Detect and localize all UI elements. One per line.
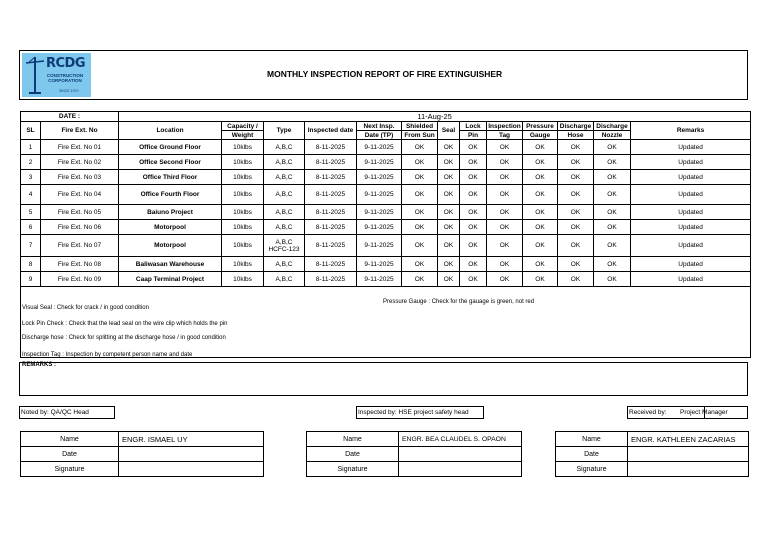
row-shielded[interactable]: OK xyxy=(402,155,438,170)
row-gauge[interactable]: OK xyxy=(523,155,558,170)
row-next[interactable]: 9-11-2025 xyxy=(357,170,402,185)
sig-left-date-label: Date xyxy=(21,447,119,462)
received-role: Project Manager xyxy=(680,409,728,416)
row-hose[interactable]: OK xyxy=(558,272,594,287)
note-lock-pin: Lock Pin Check : Check that the lead seal on the wire clip which holds the pin xyxy=(22,321,228,327)
row-nozzle[interactable]: OK xyxy=(594,235,631,257)
col-shielded-1: Shielded xyxy=(402,122,438,131)
table-row xyxy=(21,205,751,220)
col-insp-1: Inspection xyxy=(488,122,521,130)
col-dhose-2: Hose xyxy=(558,131,594,140)
sig-mid-signature[interactable] xyxy=(399,462,522,477)
row-remarks[interactable]: Updated xyxy=(631,140,751,155)
col-lock-2: Pin xyxy=(460,131,487,140)
row-nozzle[interactable]: OK xyxy=(594,140,631,155)
row-inspected[interactable]: 8-11-2025 xyxy=(305,155,357,170)
row-type[interactable]: A,B,C xyxy=(264,185,305,205)
sig-mid-date-label: Date xyxy=(307,447,399,462)
signature-right xyxy=(555,431,749,477)
row-fire-ext[interactable]: Fire Ext. No 04 xyxy=(41,185,119,205)
table-row xyxy=(21,140,751,155)
row-shielded[interactable]: OK xyxy=(402,257,438,272)
note-inspection-tag: Inspection Tag : Inspection by competent person name and date xyxy=(22,352,193,358)
row-remarks[interactable]: Updated xyxy=(631,185,751,205)
row-seal[interactable]: OK xyxy=(438,140,460,155)
sig-left-name[interactable]: ENGR. ISMAEL UY xyxy=(119,432,264,447)
row-lock[interactable]: OK xyxy=(460,272,487,287)
row-gauge[interactable]: OK xyxy=(523,185,558,205)
received-by-label: Received by: xyxy=(629,409,667,416)
row-hose[interactable]: OK xyxy=(558,185,594,205)
table-row xyxy=(21,155,751,170)
crane-icon xyxy=(24,55,46,95)
row-fire-ext[interactable]: Fire Ext. No 02 xyxy=(41,155,119,170)
col-type: Type xyxy=(264,122,305,140)
row-next[interactable]: 9-11-2025 xyxy=(357,205,402,220)
row-tag[interactable]: OK xyxy=(487,257,523,272)
col-insp-2: Tag xyxy=(487,131,523,140)
sig-left-signature-label: Signature xyxy=(21,462,119,477)
row-remarks[interactable]: Updated xyxy=(631,155,751,170)
row-remarks[interactable]: Updated xyxy=(631,235,751,257)
row-fire-ext[interactable]: Fire Ext. No 03 xyxy=(41,170,119,185)
row-sl[interactable]: 7 xyxy=(21,235,41,257)
logo-subtitle: CONSTRUCTION CORPORATION xyxy=(46,73,84,83)
row-fire-ext[interactable]: Fire Ext. No 01 xyxy=(41,140,119,155)
row-capacity[interactable]: 10klbs xyxy=(222,185,264,205)
row-type[interactable]: A,B,C xyxy=(264,140,305,155)
col-next-1: Next Insp. xyxy=(357,122,402,131)
row-remarks[interactable]: Updated xyxy=(631,257,751,272)
row-capacity[interactable]: 10klbs xyxy=(222,140,264,155)
inspected-by: Inspected by: HSE project safety head xyxy=(358,409,469,416)
row-fire-ext[interactable]: Fire Ext. No 07 xyxy=(41,235,119,257)
row-seal[interactable]: OK xyxy=(438,272,460,287)
row-shielded[interactable]: OK xyxy=(402,205,438,220)
sig-right-date[interactable] xyxy=(628,447,749,462)
row-inspected[interactable]: 8-11-2025 xyxy=(305,257,357,272)
row-next[interactable]: 9-11-2025 xyxy=(357,235,402,257)
row-tag[interactable]: OK xyxy=(487,235,523,257)
row-seal[interactable]: OK xyxy=(438,257,460,272)
row-sl[interactable]: 1 xyxy=(21,140,41,155)
row-lock[interactable]: OK xyxy=(460,235,487,257)
row-location[interactable]: Office Ground Floor xyxy=(119,140,222,155)
signature-mid xyxy=(306,431,522,477)
sig-mid-signature-label: Signature xyxy=(307,462,399,477)
row-gauge[interactable]: OK xyxy=(523,170,558,185)
row-tag[interactable]: OK xyxy=(487,155,523,170)
row-type[interactable]: A,B,C xyxy=(264,257,305,272)
row-tag[interactable]: OK xyxy=(487,272,523,287)
row-capacity[interactable]: 10klbs xyxy=(222,272,264,287)
table-row xyxy=(21,272,751,287)
row-nozzle[interactable]: OK xyxy=(594,220,631,235)
logo-name: RCDG xyxy=(46,56,86,71)
row-fire-ext[interactable]: Fire Ext. No 05 xyxy=(41,205,119,220)
row-inspected[interactable]: 8-11-2025 xyxy=(305,170,357,185)
row-tag[interactable]: OK xyxy=(487,205,523,220)
row-remarks[interactable]: Updated xyxy=(631,272,751,287)
row-seal[interactable]: OK xyxy=(438,170,460,185)
row-inspected[interactable]: 8-11-2025 xyxy=(305,272,357,287)
row-lock[interactable]: OK xyxy=(460,140,487,155)
row-type[interactable]: A,B,C xyxy=(264,220,305,235)
row-hose[interactable]: OK xyxy=(558,205,594,220)
table-row xyxy=(21,257,751,272)
row-inspected[interactable]: 8-11-2025 xyxy=(305,235,357,257)
sig-left-date[interactable] xyxy=(119,447,264,462)
row-seal[interactable]: OK xyxy=(438,235,460,257)
row-sl[interactable]: 4 xyxy=(21,185,41,205)
row-hose[interactable]: OK xyxy=(558,257,594,272)
row-tag[interactable]: OK xyxy=(487,185,523,205)
row-hose[interactable]: OK xyxy=(558,235,594,257)
col-sl: SL xyxy=(21,122,41,140)
row-lock[interactable]: OK xyxy=(460,185,487,205)
row-gauge[interactable]: OK xyxy=(523,220,558,235)
row-next[interactable]: 9-11-2025 xyxy=(357,220,402,235)
row-nozzle[interactable]: OK xyxy=(594,155,631,170)
row-next[interactable]: 9-11-2025 xyxy=(357,272,402,287)
date-label: DATE : xyxy=(21,112,119,122)
row-shielded[interactable]: OK xyxy=(402,235,438,257)
row-location[interactable]: Caap Terminal Project xyxy=(119,272,222,287)
note-discharge-hose: Discharge hose : Check for splitting at the discharge hose / in good condition xyxy=(22,335,226,341)
row-shielded[interactable]: OK xyxy=(402,140,438,155)
row-location[interactable]: Office Fourth Floor xyxy=(119,185,222,205)
row-shielded[interactable]: OK xyxy=(402,170,438,185)
row-remarks[interactable]: Updated xyxy=(631,170,751,185)
remarks-label: REMARKS : xyxy=(22,362,56,368)
row-inspected[interactable]: 8-11-2025 xyxy=(305,185,357,205)
row-location[interactable]: Baiuno Project xyxy=(119,205,222,220)
row-nozzle[interactable]: OK xyxy=(594,185,631,205)
company-logo xyxy=(22,53,91,97)
row-hose[interactable]: OK xyxy=(558,170,594,185)
sig-mid-date[interactable] xyxy=(399,447,522,462)
row-gauge[interactable]: OK xyxy=(523,272,558,287)
row-lock[interactable]: OK xyxy=(460,155,487,170)
row-location[interactable]: Motorpool xyxy=(119,235,222,257)
row-capacity[interactable]: 10klbs xyxy=(222,155,264,170)
sig-left-signature[interactable] xyxy=(119,462,264,477)
row-inspected[interactable]: 8-11-2025 xyxy=(305,220,357,235)
row-remarks[interactable]: Updated xyxy=(631,205,751,220)
col-capacity-1: Capacity / xyxy=(222,122,264,131)
row-inspected[interactable]: 8-11-2025 xyxy=(305,205,357,220)
row-type-line: A,B,C xyxy=(275,238,293,246)
col-capacity-2: Weight xyxy=(222,131,264,140)
row-next[interactable]: 9-11-2025 xyxy=(357,185,402,205)
col-dhose-1: Discharge xyxy=(558,122,594,131)
row-type[interactable]: A,B,C xyxy=(264,205,305,220)
col-lock-1: Lock xyxy=(460,122,487,131)
signature-left xyxy=(20,431,264,477)
sig-left-name-label: Name xyxy=(21,432,119,447)
sig-mid-name[interactable]: ENGR. BEA CLAUDEL S. OPAON xyxy=(399,432,522,447)
col-remarks: Remarks xyxy=(631,122,751,140)
row-sl[interactable]: 9 xyxy=(21,272,41,287)
table-row xyxy=(21,170,751,185)
col-dnozzle-1: Discharge xyxy=(594,122,631,131)
col-pressure-2: Gauge xyxy=(523,131,558,140)
row-next[interactable]: 9-11-2025 xyxy=(357,155,402,170)
report-title: MONTHLY INSPECTION REPORT OF FIRE EXTINGUISHER xyxy=(267,69,503,79)
noted-by: Noted by: QA/QC Head xyxy=(21,409,89,416)
row-gauge[interactable]: OK xyxy=(523,140,558,155)
remarks-box[interactable] xyxy=(19,362,748,396)
row-next[interactable]: 9-11-2025 xyxy=(357,257,402,272)
row-gauge[interactable]: OK xyxy=(523,205,558,220)
row-sl[interactable]: 5 xyxy=(21,205,41,220)
col-pressure-1: Pressure xyxy=(523,122,558,131)
row-capacity[interactable]: 10klbs xyxy=(222,257,264,272)
row-location[interactable]: Office Second Floor xyxy=(119,155,222,170)
row-tag[interactable]: OK xyxy=(487,220,523,235)
row-sl[interactable]: 2 xyxy=(21,155,41,170)
row-seal[interactable]: OK xyxy=(438,155,460,170)
row-type[interactable] xyxy=(264,235,305,257)
row-sl[interactable]: 6 xyxy=(21,220,41,235)
row-gauge[interactable]: OK xyxy=(523,235,558,257)
row-seal[interactable]: OK xyxy=(438,220,460,235)
table-row xyxy=(21,185,751,205)
table-row xyxy=(21,220,751,235)
sig-right-signature-label: Signature xyxy=(556,462,628,477)
row-sl[interactable]: 8 xyxy=(21,257,41,272)
row-hose[interactable]: OK xyxy=(558,220,594,235)
row-tag[interactable]: OK xyxy=(487,170,523,185)
col-shielded-2: From Sun xyxy=(402,131,438,140)
col-fire-ext: Fire Ext. No xyxy=(41,122,119,140)
row-lock[interactable]: OK xyxy=(460,205,487,220)
note-pressure-gauge: Pressure Gauge : Check for the gauage is green, not red xyxy=(383,299,535,305)
row-remarks[interactable]: Updated xyxy=(631,220,751,235)
note-visual-seal: Visual Seal : Check for crack / in good condition xyxy=(22,305,149,311)
sig-right-date-label: Date xyxy=(556,447,628,462)
col-seal: Seal xyxy=(438,122,460,140)
row-lock[interactable]: OK xyxy=(460,257,487,272)
row-fire-ext[interactable]: Fire Ext. No 06 xyxy=(41,220,119,235)
row-capacity[interactable]: 10klbs xyxy=(222,170,264,185)
row-type[interactable]: A,B,C xyxy=(264,155,305,170)
row-shielded[interactable]: OK xyxy=(402,272,438,287)
row-fire-ext[interactable]: Fire Ext. No 09 xyxy=(41,272,119,287)
row-capacity[interactable]: 10klbs xyxy=(222,205,264,220)
row-shielded[interactable]: OK xyxy=(402,185,438,205)
row-tag[interactable]: OK xyxy=(487,140,523,155)
row-lock[interactable]: OK xyxy=(460,170,487,185)
sig-right-name-label: Name xyxy=(556,432,628,447)
row-nozzle[interactable]: OK xyxy=(594,170,631,185)
row-location[interactable]: Office Third Floor xyxy=(119,170,222,185)
col-location: Location xyxy=(119,122,222,140)
sig-mid-name-label: Name xyxy=(307,432,399,447)
date-value: 11-Aug-25 xyxy=(119,112,751,122)
col-next-2: Date (TP) xyxy=(357,131,402,140)
row-nozzle[interactable]: OK xyxy=(594,257,631,272)
row-lock[interactable]: OK xyxy=(460,220,487,235)
row-next[interactable]: 9-11-2025 xyxy=(357,140,402,155)
row-type-line: HCFC-123 xyxy=(268,245,300,253)
row-seal[interactable]: OK xyxy=(438,205,460,220)
sig-right-name[interactable]: ENGR. KATHLEEN ZACARIAS xyxy=(628,432,749,447)
row-sl[interactable]: 3 xyxy=(21,170,41,185)
col-dnozzle-2: Nozzle xyxy=(594,131,631,140)
row-gauge[interactable]: OK xyxy=(523,257,558,272)
logo-year: SINCE 1970 xyxy=(59,89,79,93)
row-hose[interactable]: OK xyxy=(558,140,594,155)
row-type[interactable]: A,B,C xyxy=(264,272,305,287)
table-row xyxy=(21,235,751,257)
row-seal[interactable]: OK xyxy=(438,185,460,205)
row-location[interactable]: Baliwasan Warehouse xyxy=(119,257,222,272)
row-shielded[interactable]: OK xyxy=(402,220,438,235)
row-capacity[interactable]: 10klbs xyxy=(222,235,264,257)
row-location[interactable]: Motorpool xyxy=(119,220,222,235)
row-fire-ext[interactable]: Fire Ext. No 08 xyxy=(41,257,119,272)
row-nozzle[interactable]: OK xyxy=(594,272,631,287)
row-hose[interactable]: OK xyxy=(558,155,594,170)
sig-right-signature[interactable] xyxy=(628,462,749,477)
row-type[interactable]: A,B,C xyxy=(264,170,305,185)
col-inspected: Inspected date xyxy=(305,122,357,140)
row-nozzle[interactable]: OK xyxy=(594,205,631,220)
row-inspected[interactable]: 8-11-2025 xyxy=(305,140,357,155)
row-capacity[interactable]: 10klbs xyxy=(222,220,264,235)
